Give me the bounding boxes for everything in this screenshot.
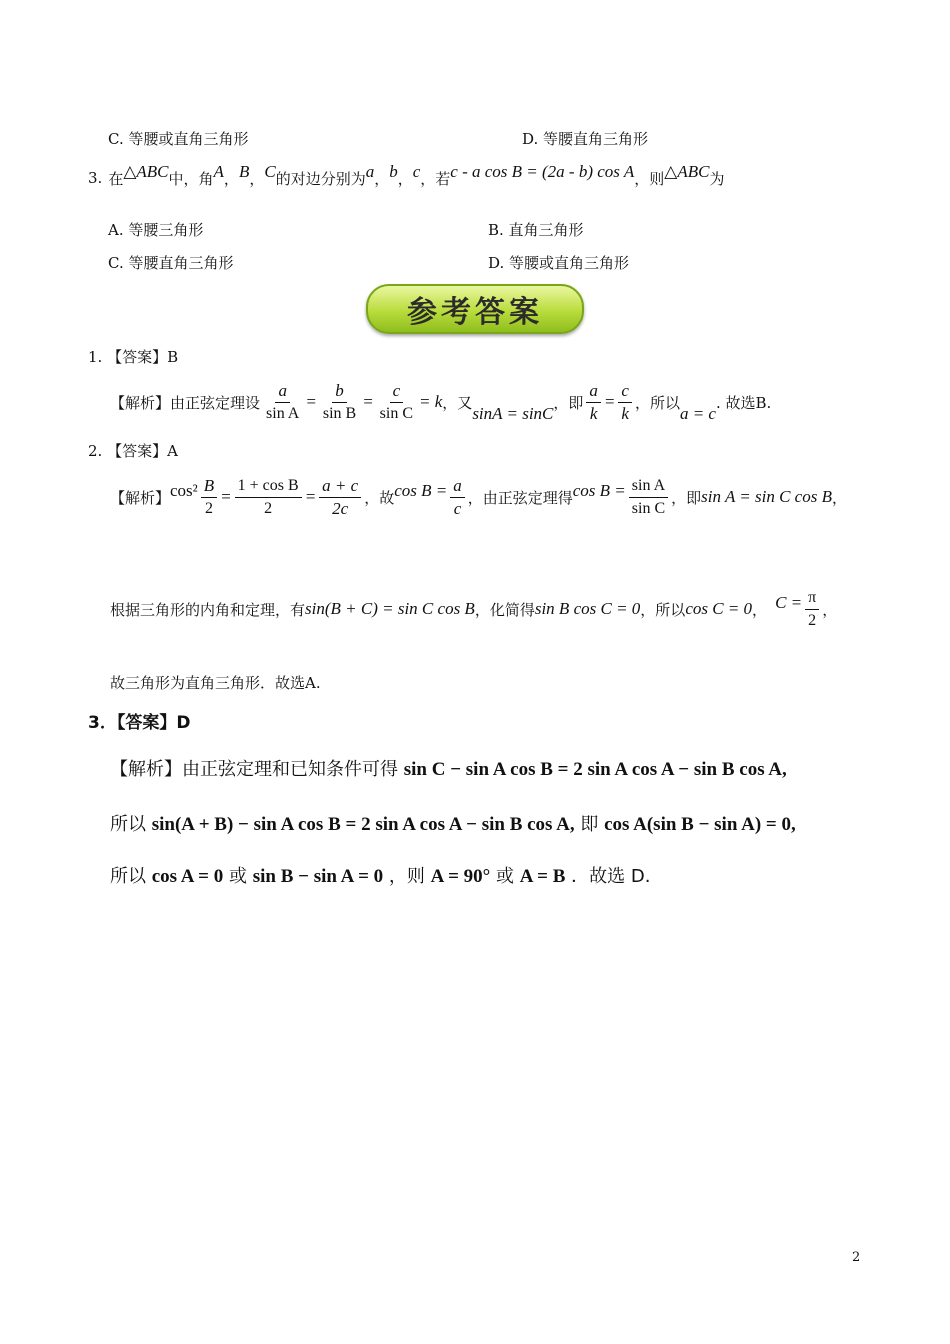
- q3-text-3: 的对边分别为: [275, 169, 366, 188]
- a1-fraction-4: [586, 380, 601, 425]
- a2-pi-num: π: [805, 587, 819, 610]
- answer-2-line-1: 【解析】 cos² $\frac{B}{2}$ = $\frac{\text{1 + cos B}}{2}$ = $\frac{a + c}{2c}$ ，故 cos B = $\frac{a}{c}$ ，由正弦定理得 cos B = $\frac{\text{sin A}}{\text{sin C}}$ ，即 sin A = sin C cos B ，: [110, 475, 847, 518]
- q3-angle-c: C: [264, 162, 276, 181]
- a2-l2-text-3: ，所以: [640, 600, 686, 619]
- a3-l3-text-4: 或: [495, 866, 514, 887]
- a2-h3-num: a + c: [319, 475, 361, 498]
- q3-sep-2: ，: [249, 169, 265, 188]
- a1-text-2: ，即: [553, 393, 584, 412]
- a3-l2-text-2: 即: [580, 814, 599, 835]
- a3-l3-math-1: cos A = 0: [151, 866, 224, 887]
- answer-3-heading: 3．【答案】D: [88, 713, 191, 733]
- a3-l3-math-2: sin B − sin A = 0: [252, 866, 384, 887]
- answer-3-line-1: [110, 755, 787, 781]
- a2-text-3: ，即: [671, 488, 702, 507]
- q3-text-4: ，若: [420, 169, 451, 188]
- q3-side-b: b: [389, 162, 398, 181]
- a1-f1-den: sin A: [266, 404, 300, 422]
- q3-triangle-2: △ABC: [664, 162, 710, 181]
- a2-pi-fraction: [805, 587, 819, 632]
- a1-fraction-1: [263, 380, 302, 425]
- a1-f1-num: a: [275, 380, 290, 403]
- answer-3-line-2: [110, 810, 796, 836]
- a2-fraction-5: [629, 475, 668, 520]
- a3-l2-math-1: sin(A + B) − sin A cos B = 2 sin A cos A − sin B cos A,: [151, 814, 575, 835]
- q3-option-b: B. 直角三角形: [488, 221, 584, 239]
- a1-g2-den: k: [621, 403, 629, 423]
- q3-angle-a: A: [213, 162, 224, 181]
- q2-option-c: C. 等腰或直角三角形: [108, 130, 249, 148]
- a1-f2-num: b: [332, 380, 347, 403]
- a3-l3-text-2: 或: [229, 866, 247, 887]
- a1-eq-2: a = c: [679, 404, 716, 423]
- q3-text-6: 为: [709, 169, 725, 188]
- a1-fraction-5: [618, 380, 632, 425]
- a2-h4-num: a: [450, 475, 465, 498]
- a2-eq-1: sin A = sin C cos B: [701, 487, 832, 506]
- q3-text-1: 在: [108, 169, 124, 188]
- a2-fraction-4: [450, 475, 465, 520]
- a2-label: 【解析】: [110, 488, 171, 507]
- a1-text-4: . 故选B.: [715, 393, 772, 412]
- q3-condition: c - a cos B = (2a - b) cos A: [450, 162, 635, 181]
- a3-l1-math: sin C − sin A cos B = 2 sin A cos A − sin B cos A,: [403, 759, 787, 780]
- q3-triangle: △ABC: [123, 162, 169, 181]
- answer-1-heading: 1. 【答案】B: [88, 348, 179, 366]
- q3-side-c: c: [412, 162, 421, 181]
- q3-sep-4: ，: [397, 169, 413, 188]
- a1-text-1: ，又: [442, 393, 473, 412]
- a2-text-2: ，由正弦定理得: [467, 488, 573, 507]
- a1-f3-den: sin C: [379, 404, 414, 422]
- a1-g1-den: k: [589, 403, 598, 423]
- a2-l2-text-5: ，: [822, 600, 838, 619]
- a2-fraction-3: [319, 475, 361, 520]
- answer-2-conclusion: 故三角形为直角三角形．故选A.: [110, 674, 321, 692]
- a1-eq-1: sinA = sinC: [472, 404, 554, 423]
- q3-option-d: D. 等腰或直角三角形: [488, 254, 630, 272]
- a2-fraction-2: [235, 475, 302, 520]
- q3-option-c: C. 等腰直角三角形: [108, 254, 234, 272]
- a2-h5-num: sin A: [629, 475, 668, 498]
- q3-sep-3: ，: [374, 169, 390, 188]
- answer-banner: [366, 284, 584, 334]
- a3-l2-math-2: cos A(sin B − sin A) = 0,: [604, 814, 796, 835]
- q3-stem: [88, 162, 724, 194]
- answer-3-line-3: [110, 862, 650, 888]
- q3-option-a: A. 等腰三角形: [108, 221, 204, 239]
- q2-option-d: D. 等腰直角三角形: [522, 130, 649, 148]
- a2-cosb-1: cos B =: [394, 481, 448, 500]
- a2-l2-eq-4: C =: [775, 593, 803, 612]
- a2-l2-text-2: ，化简得: [474, 600, 535, 619]
- a2-fraction-1: [201, 475, 217, 520]
- a3-l2-text-1: 所以: [110, 814, 146, 835]
- a3-l3-math-4: A = B: [519, 866, 566, 887]
- a1-f2-den: sin B: [322, 404, 357, 422]
- a2-h2-num: 1 + cos B: [235, 475, 302, 498]
- a1-fraction-3: [377, 380, 416, 425]
- a2-l2-eq-3: cos C = 0: [685, 599, 753, 618]
- answer-banner-text: 参考答案: [407, 295, 543, 330]
- a2-h2-den: 2: [264, 499, 273, 517]
- a2-l2-eq-2: sin B cos C = 0: [534, 599, 641, 618]
- a2-h4-den: c: [453, 498, 462, 518]
- a2-h5-den: sin C: [631, 499, 666, 517]
- a1-fraction-2: [320, 380, 359, 425]
- a3-l3-text-3: ，则: [388, 866, 425, 887]
- a2-cosb-2: cos B =: [572, 481, 626, 500]
- a1-g2-num: c: [618, 380, 632, 403]
- answer-2-heading: 2. 【答案】A: [88, 442, 178, 460]
- page-number: 2: [852, 1250, 861, 1265]
- a2-l2-text-1: 根据三角形的内角和定理，有: [110, 600, 306, 619]
- q3-number: 3.: [88, 169, 103, 187]
- a3-l3-text-1: 所以: [110, 866, 146, 887]
- q3-side-a: a: [365, 162, 375, 181]
- a2-l2-text-4: ，: [752, 600, 768, 619]
- a2-h3-den: 2c: [332, 498, 349, 518]
- a1-f3-num: c: [390, 380, 404, 403]
- answer-1-explanation: 【解析】由正弦定理设 $\frac{a}{\text{sin A}}$ = $\frac{b}{\text{sin B}}$ = $\frac{c}{\text{sin C}}$ = k ，又 sinA = sinC ，即 $\frac{a}{k}$ = $\frac{c}{k}$ ，所以 a = c . 故选B.: [110, 380, 772, 423]
- q3-sep-1: ，: [223, 169, 239, 188]
- a1-label: 【解析】由正弦定理设: [110, 393, 261, 412]
- answer-2-line-2: [110, 584, 837, 634]
- a2-h1-den: 2: [204, 499, 213, 517]
- q3-angle-b: B: [238, 162, 250, 181]
- a3-l1-text: 【解析】由正弦定理和已知条件可得: [110, 759, 398, 780]
- a2-pi-den: 2: [808, 611, 817, 629]
- q3-text-5: ，则: [634, 169, 665, 188]
- a1-text-3: ，所以: [634, 393, 680, 412]
- a2-text-1: ，故: [364, 488, 395, 507]
- a2-cos-squared: cos²: [170, 481, 198, 500]
- a1-g1-num: a: [586, 380, 601, 403]
- a1-eq-k: = k: [419, 392, 443, 411]
- a2-text-4: ，: [831, 488, 847, 507]
- a3-l3-math-3: A = 90°: [430, 866, 491, 887]
- a2-l2-eq-1: sin(B + C) = sin C cos B: [305, 599, 475, 618]
- q3-text-2: 中，角: [168, 169, 214, 188]
- a3-l3-text-5: ．故选 D.: [571, 866, 651, 887]
- a2-h1-num: B: [201, 475, 217, 498]
